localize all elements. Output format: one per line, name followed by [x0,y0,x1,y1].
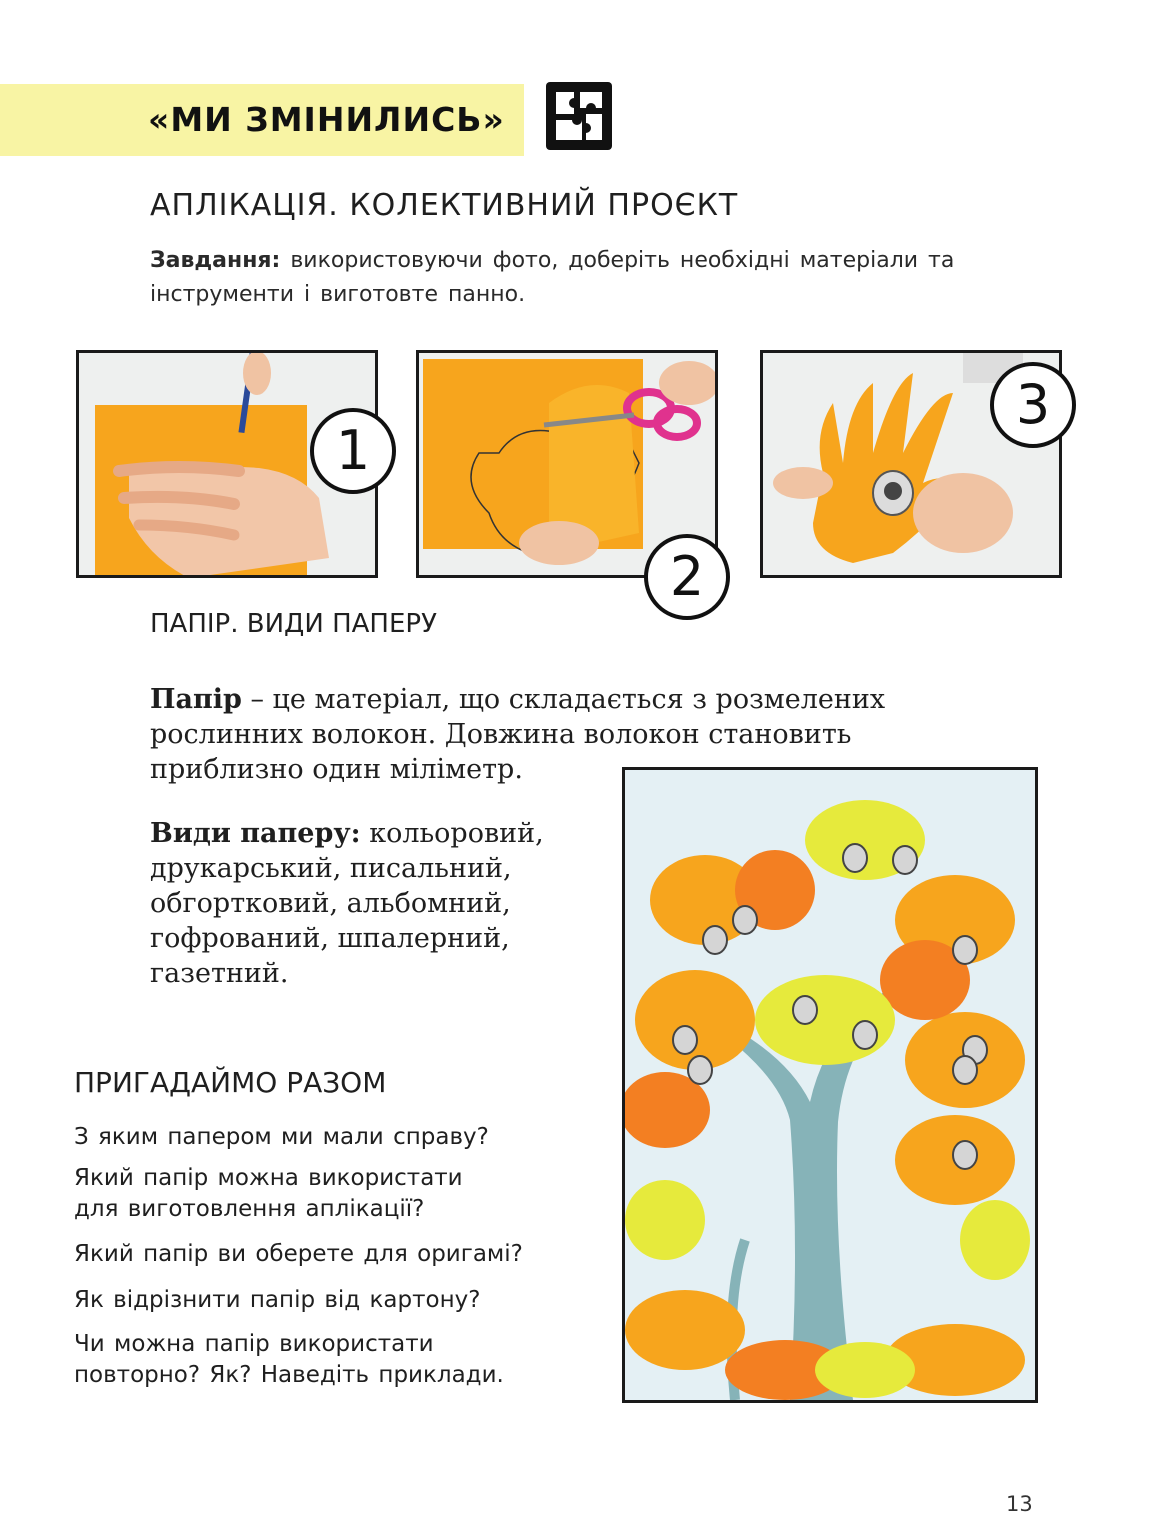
paper-definition-line-1 [150,682,885,718]
paper-types-line-4: гофрований, шпалерний, [150,923,510,954]
paper-definition-line-3: приблизно один міліметр. [150,754,523,785]
question-1: З яким папером ми мали справу? [74,1124,489,1150]
paper-types-line-1 [150,816,544,852]
task-text [150,244,1030,312]
task-label: Завдання: [150,248,281,273]
section-heading-applique: АПЛІКАЦІЯ. КОЛЕКТИВНИЙ ПРОЄКТ [150,188,739,223]
step-number-3: 3 [990,362,1076,448]
question-5-line-1: Чи можна папір використати [74,1331,434,1357]
paper-types-line-5: газетний. [150,958,289,989]
paper-definition-line-2: рослинних волокон. Довжина волокон становить [150,719,852,750]
page-title: «МИ ЗМІНИЛИСЬ» [148,100,505,139]
puzzle-icon [546,82,612,150]
paper-definition-text-1: – це матеріал, що складається з розмелених [241,684,886,715]
section-heading-recall: ПРИГАДАЙМО РАЗОМ [74,1066,387,1099]
task-body: використовуючи фото, доберіть необхідні матеріали та інструменти і виготовте панно. [150,248,955,307]
step-number-1: 1 [310,408,396,494]
paper-term: Папір [150,684,242,715]
tree-panel-photo [622,767,1038,1403]
paper-types-text-1: кольоровий, [360,818,544,849]
step-number-2: 2 [644,534,730,620]
section-heading-paper: ПАПІР. ВИДИ ПАПЕРУ [150,609,437,639]
question-2-line-1: Який папір можна використати [74,1165,463,1191]
paper-types-line-3: обгортковий, альбомний, [150,888,511,919]
page-number: 13 [1006,1492,1033,1516]
paper-types-label: Види паперу: [150,818,361,849]
question-5-line-2: повторно? Як? Наведіть приклади. [74,1362,504,1388]
question-4: Як відрізнити папір від картону? [74,1287,481,1313]
question-2-line-2: для виготовлення аплікації? [74,1196,425,1222]
question-3: Який папір ви оберете для оригамі? [74,1241,523,1267]
paper-types-line-2: друкарський, писальний, [150,853,512,884]
